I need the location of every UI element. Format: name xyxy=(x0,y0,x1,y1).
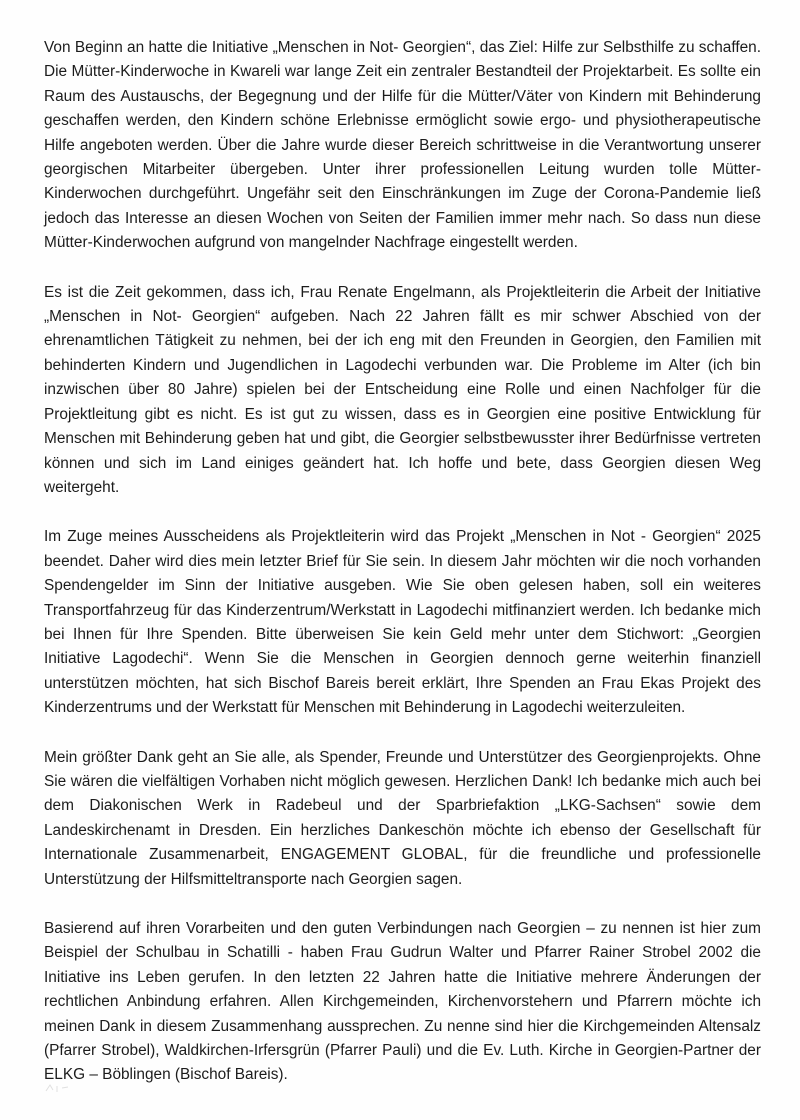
paragraph-project-leader-farewell: Es ist die Zeit gekommen, dass ich, Frau Renate Engelmann, als Projektleiterin die Arbeit der Initiative „Menschen in Not- Georgien“ aufgeben. Nach 22 Jahren fällt es mir schwer Abschied von der ehrenamtlichen Tätigkeit zu nehmen, bei der ich eng mit den Freunden in Georgien, den Familien mit behinderten Kindern und Jugendlichen in Lagodechi verbunden war. Die Probleme im Alter (ich bin inzwischen über 80 Jahre) spielen bei der Entscheidung eine Rolle und einen Nachfolger für die Projektleitung gibt es nicht. Es ist gut zu wissen, dass es in Georgien eine positive Entwicklung für Menschen mit Behinderung geben hat und gibt, die Georgier selbstbewusster ihrer Bedürfnisse vertreten können und sich im Land einiges geändert hat. Ich hoffe und bete, dass Georgien diesen Weg weitergeht. xyxy=(44,283,761,496)
scan-artifact-mark xyxy=(44,1082,74,1094)
paragraph-initiative-history: Basierend auf ihren Vorarbeiten und den guten Verbindungen nach Georgien – zu nennen ist hier zum Beispiel der Schulbau in Schatilli - haben Frau Gudrun Walter und Pfarrer Rainer Strobel 2002 die Initiative ins Leben gerufen. In den letzten 22 Jahren hatte die Initiative mehrere Änderungen der rechtlichen Anbindung erfahren. Allen Kirchgemeinden, Kirchenvorstehern und Pfarrern möchte ich meinen Dank in diesem Zusammenhang aussprechen. Zu nenne sind hier die Kirchgemeinden Altensalz (Pfarrer Strobel), Waldkirchen-Irfersgrün (Pfarrer Pauli) und die Ev. Luth. Kirche in Georgien-Partner der ELKG – Böblingen (Bischof Bareis). xyxy=(44,920,761,1084)
paragraph-mother-child-week: Von Beginn an hatte die Initiative „Menschen in Not- Georgien“, das Ziel: Hilfe zur Selbsthilfe zu schaffen. Die Mütter-Kinderwoche in Kwareli war lange Zeit ein zentraler Bestandteil der Projektarbeit. Es sollte ein Raum des Austauschs, der Begegnung und der Hilfe für die Mütter/Väter von Kindern mit Behinderung geschaffen werden, den Kindern schöne Erlebnisse ermöglicht sowie ergo- und physiotherapeutische Hilfe angeboten werden. Über die Jahre wurde dieser Bereich schrittweise in die Verantwortung unserer georgischen Mitarbeiter übergeben. Unter ihrer professionellen Leitung wurden tolle Mütter-Kinderwochen durchgeführt. Ungefähr seit den Einschränkungen im Zuge der Corona-Pandemie ließ jedoch das Interesse an diesen Wochen von Seiten der Familien immer mehr nach. So dass nun diese Mütter-Kinderwochen aufgrund von mangelnder Nachfrage eingestellt werden. xyxy=(44,39,761,252)
paragraph-thanks-supporters: Mein größter Dank geht an Sie alle, als Spender, Freunde und Unterstützer des Georgienprojekts. Ohne Sie wären die vielfältigen Vorhaben nicht möglich gewesen. Herzlichen Dank! Ich bedanke mich auch bei dem Diakonischen Werk in Radebeul und der Sparbriefaktion „LKG-Sachsen“ sowie dem Landeskirchenamt in Dresden. Ein herzliches Dankeschön möchte ich ebenso der Gesellschaft für Internationale Zusammenarbeit, ENGAGEMENT GLOBAL, für die freundliche und professionelle Unterstützung der Hilfsmitteltransporte nach Georgien sagen. xyxy=(44,748,761,888)
letter-body xyxy=(44,36,761,1113)
paragraph-project-end-donations: Im Zuge meines Ausscheidens als Projektleiterin wird das Projekt „Menschen in Not - Georgien“ 2025 beendet. Daher wird dies mein letzter Brief für Sie sein. In diesem Jahr möchten wir die noch vorhanden Spendengelder im Sinn der Initiative ausgeben. Wie Sie oben gelesen haben, soll ein weiteres Transportfahrzeug für das Kinderzentrum/Werkstatt in Lagodechi mitfinanziert werden. Ich bedanke mich bei Ihnen für Ihre Spenden. Bitte überweisen Sie kein Geld mehr unter dem Stichwort: „Georgien Initiative Lagodechi“. Wenn Sie die Menschen in Georgien dennoch gerne weiterhin finanziell unterstützen möchten, hat sich Bischof Bareis bereit erklärt, Ihre Spenden an Frau Ekas Projekt des Kinderzentrums und der Werkstatt für Menschen mit Behinderung in Lagodechi weiterzuleiten. xyxy=(44,528,761,717)
